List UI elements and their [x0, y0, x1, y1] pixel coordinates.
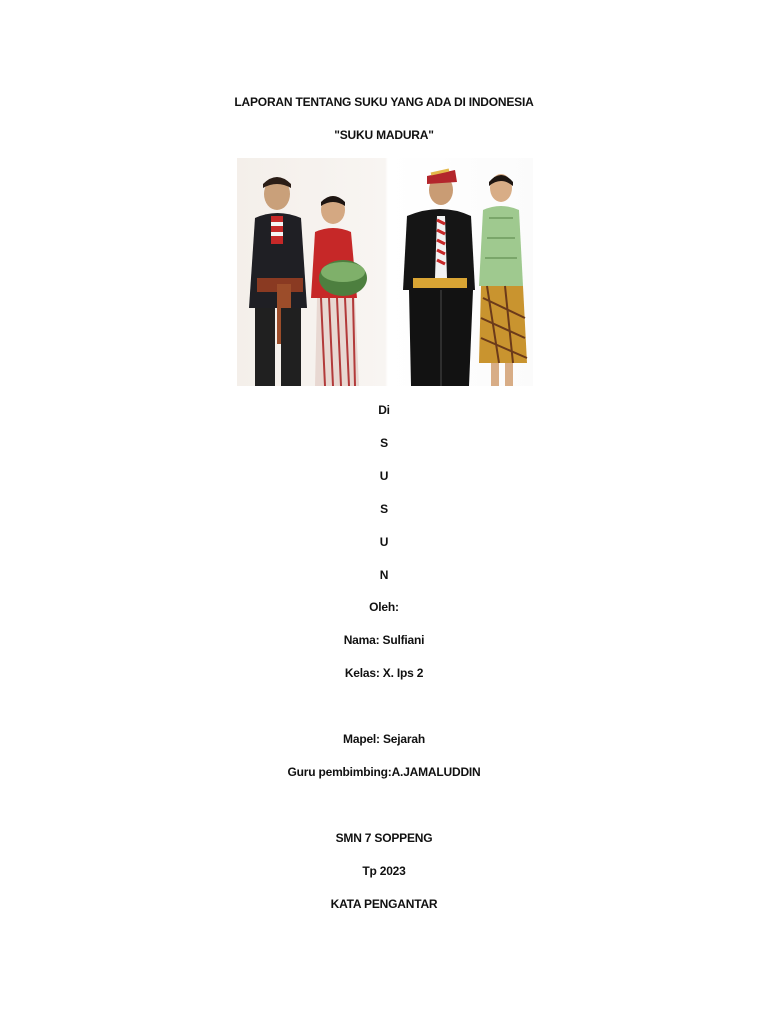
student-class: Kelas: X. Ips 2: [344, 666, 424, 680]
figure-woman-right: [479, 174, 527, 386]
figure-woman-left: [311, 196, 367, 386]
disusun-letter-s2: S: [380, 502, 388, 516]
disusun-letter-n: N: [379, 568, 389, 582]
subject: Mapel: Sejarah: [343, 732, 425, 746]
school-name: SMN 7 SOPPENG: [335, 831, 433, 845]
figure-man-left: [249, 177, 307, 386]
student-name: Nama: Sulfiani: [343, 633, 425, 647]
disusun-letter-s1: S: [380, 436, 388, 450]
disusun-letter-di: Di: [378, 403, 390, 417]
section-heading-kata-pengantar: KATA PENGANTAR: [330, 897, 438, 911]
school-year: Tp 2023: [362, 864, 406, 878]
madura-costume-photo: [237, 158, 533, 386]
document-subtitle: "SUKU MADURA": [334, 128, 434, 142]
oleh-label: Oleh:: [369, 600, 399, 614]
document-title: LAPORAN TENTANG SUKU YANG ADA DI INDONESIA: [234, 95, 534, 109]
disusun-letter-u2: U: [379, 535, 389, 549]
figure-man-right: [403, 170, 475, 386]
disusun-letter-u1: U: [379, 469, 389, 483]
teacher: Guru pembimbing:A.JAMALUDDIN: [287, 765, 481, 779]
